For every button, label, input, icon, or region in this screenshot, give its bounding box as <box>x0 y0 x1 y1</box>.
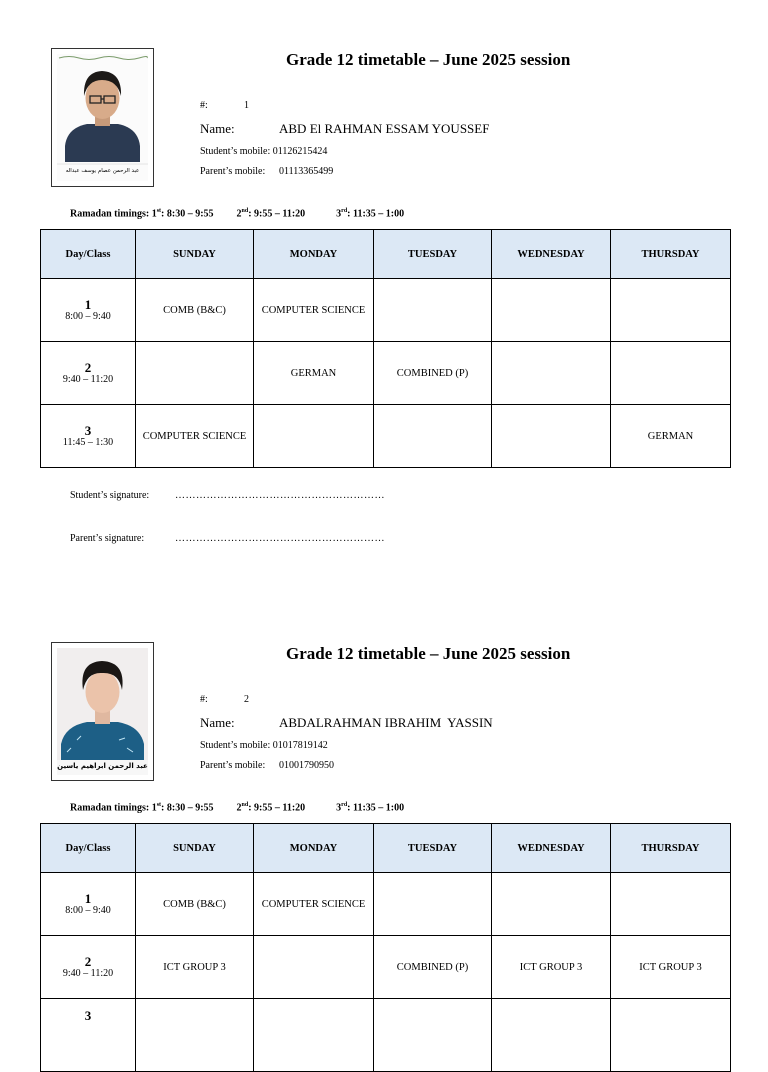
table-row <box>41 999 731 1072</box>
table-cell: COMPUTER SCIENCE <box>254 279 374 342</box>
table-cell: COMPUTER SCIENCE <box>254 873 374 936</box>
timetable-table <box>40 229 731 468</box>
header-day-class: Day/Class <box>41 230 136 279</box>
header-day-class: Day/Class <box>41 824 136 873</box>
student-number-row <box>200 100 249 111</box>
table-cell <box>492 999 611 1072</box>
photo-caption: عبد الرحمن عصام يوسف عبداله <box>65 168 140 174</box>
table-cell <box>136 999 254 1072</box>
table-cell <box>136 342 254 405</box>
table-row <box>41 405 731 468</box>
table-cell <box>374 405 492 468</box>
table-row <box>41 936 731 999</box>
student-mobile-row <box>200 740 328 751</box>
header-sunday: SUNDAY <box>136 824 254 873</box>
signature-dots: …………………………………………………… <box>175 533 385 544</box>
header-monday: MONDAY <box>254 230 374 279</box>
table-header-row <box>41 230 731 279</box>
period-cell: 1 8:00 – 9:40 <box>41 873 136 936</box>
student-mobile-row <box>200 146 327 157</box>
signature-dots: …………………………………………………… <box>175 490 385 501</box>
parent-mobile: 01113365499 <box>279 166 334 177</box>
page-title: Grade 12 timetable – June 2025 session <box>286 644 571 663</box>
header-wednesday: WEDNESDAY <box>492 824 611 873</box>
table-cell <box>611 279 731 342</box>
parent-mobile-label: Parent’s mobile: <box>200 166 266 177</box>
student-mobile-label: Student’s mobile: <box>200 740 271 751</box>
name-label: Name: <box>200 715 235 730</box>
student-name: ABD El RAHMAN ESSAM YOUSSEF <box>279 121 490 136</box>
ramadan-timings: Ramadan timings: 1st: 8:30 – 9:55 2nd: 9:55 – 11:20 3rd: 11:35 – 1:00 <box>70 208 405 220</box>
student-number-row <box>200 694 249 705</box>
table-cell: ICT GROUP 3 <box>611 936 731 999</box>
table-cell <box>374 999 492 1072</box>
table-cell <box>492 405 611 468</box>
student-mobile-label: Student’s mobile: <box>200 146 271 157</box>
header-monday: MONDAY <box>254 824 374 873</box>
student-number: 2 <box>244 694 249 705</box>
parent-signature-line <box>70 533 385 544</box>
student-signature-line <box>70 490 385 501</box>
student-photo <box>51 48 154 187</box>
table-cell <box>492 873 611 936</box>
header-wednesday: WEDNESDAY <box>492 230 611 279</box>
table-cell: GERMAN <box>611 405 731 468</box>
header-sunday: SUNDAY <box>136 230 254 279</box>
ramadan-timings: Ramadan timings: 1st: 8:30 – 9:55 2nd: 9:55 – 11:20 3rd: 11:35 – 1:00 <box>70 802 405 814</box>
table-cell: COMPUTER SCIENCE <box>136 405 254 468</box>
period-cell: 2 9:40 – 11:20 <box>41 936 136 999</box>
period-cell: 2 9:40 – 11:20 <box>41 342 136 405</box>
table-cell <box>254 936 374 999</box>
student-name-row <box>200 715 493 731</box>
parent-mobile-label: Parent’s mobile: <box>200 760 266 771</box>
number-label: #: <box>200 100 208 111</box>
parent-signature-label: Parent’s signature: <box>70 533 145 544</box>
student-name: ABDALRAHMAN IBRAHIM YASSIN <box>279 715 493 730</box>
name-label: Name: <box>200 121 235 136</box>
period-cell: 1 8:00 – 9:40 <box>41 279 136 342</box>
table-cell: COMB (B&C) <box>136 279 254 342</box>
table-cell: COMBINED (P) <box>374 936 492 999</box>
table-row <box>41 873 731 936</box>
table-cell <box>492 279 611 342</box>
header-tuesday: TUESDAY <box>374 230 492 279</box>
student-name-row <box>200 121 490 137</box>
table-cell: COMB (B&C) <box>136 873 254 936</box>
table-header-row <box>41 824 731 873</box>
table-cell <box>374 279 492 342</box>
student-mobile: 01017819142 <box>272 740 328 751</box>
parent-mobile-row <box>200 760 334 771</box>
table-cell <box>374 873 492 936</box>
table-cell: COMBINED (P) <box>374 342 492 405</box>
header-thursday: THURSDAY <box>611 230 731 279</box>
table-cell <box>611 873 731 936</box>
student-signature-label: Student’s signature: <box>70 490 150 501</box>
table-cell <box>611 342 731 405</box>
timetable-table <box>40 823 731 1072</box>
table-row <box>41 279 731 342</box>
table-row <box>41 342 731 405</box>
parent-mobile: 01001790950 <box>279 760 334 771</box>
table-cell: ICT GROUP 3 <box>136 936 254 999</box>
photo-caption: عبد الرحمن ابراهيم ياسين <box>57 762 148 770</box>
period-cell: 3 11:45 – 1:30 <box>41 405 136 468</box>
table-cell: GERMAN <box>254 342 374 405</box>
student-mobile: 01126215424 <box>272 146 328 157</box>
header-thursday: THURSDAY <box>611 824 731 873</box>
student-number: 1 <box>244 100 249 111</box>
number-label: #: <box>200 694 208 705</box>
table-cell <box>254 999 374 1072</box>
parent-mobile-row <box>200 166 334 177</box>
table-cell <box>492 342 611 405</box>
student-photo <box>51 642 154 781</box>
table-cell <box>611 999 731 1072</box>
page-title: Grade 12 timetable – June 2025 session <box>286 50 571 69</box>
table-cell: ICT GROUP 3 <box>492 936 611 999</box>
table-cell <box>254 405 374 468</box>
period-cell: 3 <box>41 999 136 1072</box>
header-tuesday: TUESDAY <box>374 824 492 873</box>
